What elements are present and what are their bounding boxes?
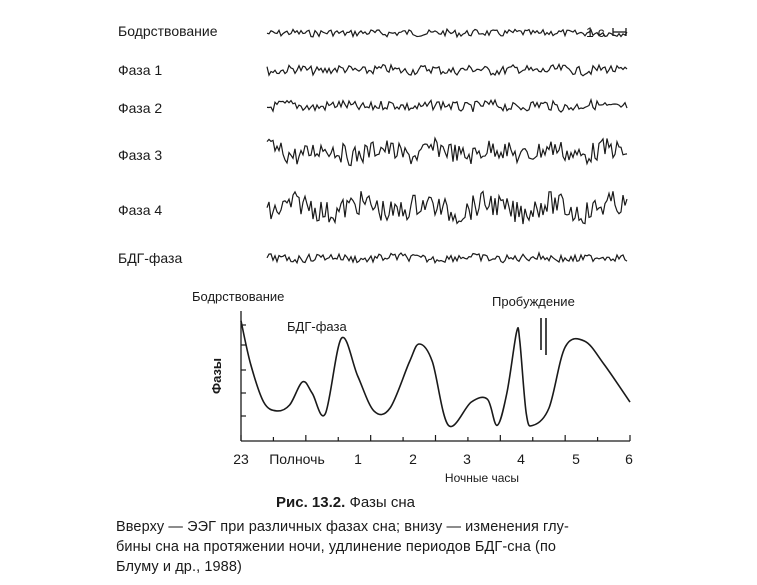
axis-ticks: [241, 325, 630, 441]
eeg-label-stage2: Фаза 2: [118, 100, 163, 116]
x-tick-labels: [233, 451, 633, 467]
caption-label: Рис. 13.2.: [276, 494, 346, 511]
x-tick-label: 5: [572, 451, 580, 467]
figure-caption: [276, 494, 415, 511]
eeg-label-stage1: Фаза 1: [118, 62, 163, 78]
awakening-spike: [541, 318, 546, 355]
eeg-label-stage3: Фаза 3: [118, 147, 163, 163]
hypnogram-chart: [192, 289, 633, 485]
eeg-label-stage4: Фаза 4: [118, 202, 163, 218]
description-line-3: Блуму и др., 1988): [116, 559, 242, 575]
eeg-label-wake: Бодрствование: [118, 23, 218, 39]
annotation-wake: Бодрствование: [192, 289, 285, 304]
figure-description: [116, 517, 676, 577]
x-tick-label: 6: [625, 451, 633, 467]
eeg-trace-stage3: [267, 138, 627, 165]
eeg-scale-label: 1 с: [586, 24, 605, 40]
y-axis-label: Фазы: [209, 357, 224, 395]
x-axis-label: Ночные часы: [444, 471, 520, 485]
eeg-traces: [267, 29, 627, 263]
eeg-label-rem: БДГ-фаза: [118, 250, 183, 266]
description-line-2: бины сна на протяжении ночи, удлинение периодов БДГ-сна (по: [116, 539, 557, 555]
annotation-awakening: Пробуждение: [492, 294, 575, 309]
annotation-rem: БДГ-фаза: [287, 319, 347, 334]
x-tick-label: 1: [354, 451, 362, 467]
eeg-trace-wake: [267, 29, 627, 37]
x-tick-label: 3: [463, 451, 471, 467]
hypnogram-line: [241, 321, 630, 427]
eeg-trace-stage2: [267, 100, 627, 112]
caption-text: Фазы сна: [349, 494, 415, 511]
x-tick-label: 23: [233, 451, 249, 467]
x-tick-label: 4: [517, 451, 525, 467]
eeg-trace-rem: [267, 253, 627, 263]
x-tick-label: 2: [409, 451, 417, 467]
description-line-1: Вверху — ЭЭГ при различных фазах сна; внизу — изменения глу-: [116, 519, 569, 535]
eeg-trace-stage4: [267, 191, 627, 224]
eeg-trace-stage1: [267, 64, 627, 75]
x-tick-label: Полночь: [269, 451, 325, 467]
